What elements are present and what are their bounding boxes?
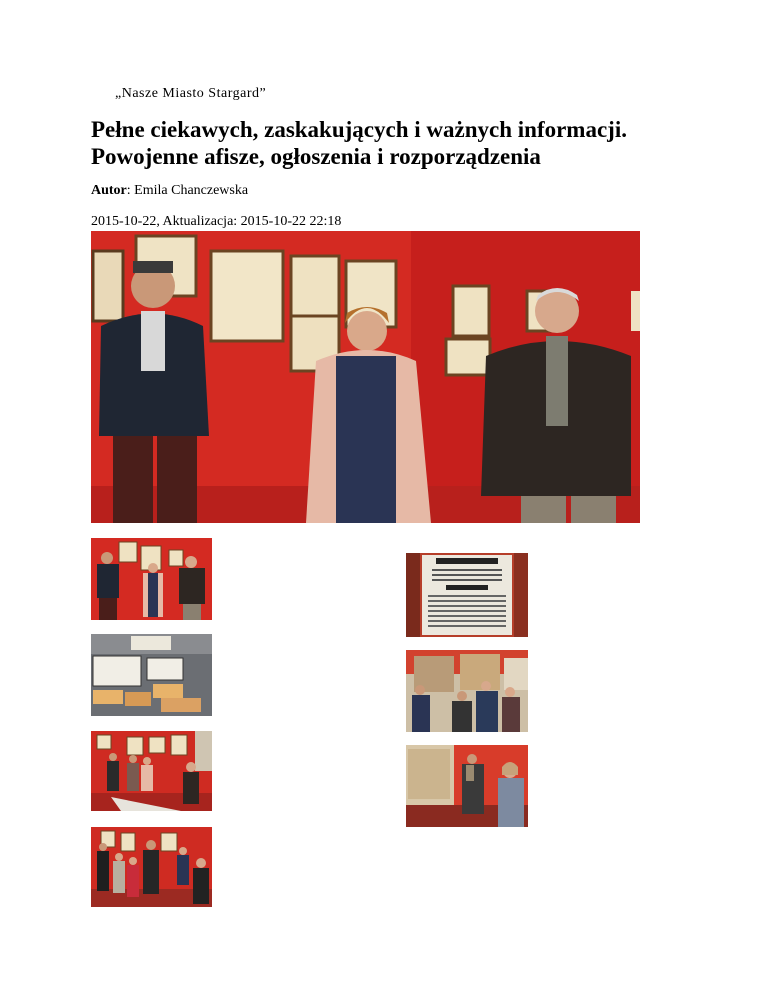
thumbnail-image: [91, 634, 212, 716]
author-label: Autor: [91, 183, 127, 198]
gallery-thumbnail[interactable]: [91, 538, 212, 620]
source-line: „Nasze Miasto Stargard”: [115, 86, 267, 101]
gallery-thumbnail[interactable]: [406, 553, 528, 637]
thumbnail-image: [406, 650, 528, 732]
date-line: 2015-10-22, Aktualizacja: 2015-10-22 22:18: [91, 214, 342, 229]
gallery-thumbnail[interactable]: [406, 650, 528, 732]
main-photo-image: [91, 231, 640, 523]
article-title: Pełne ciekawych, zaskakujących i ważnych informacji. Powojenne afisze, ogłoszenia i rozporządzenia: [91, 117, 627, 169]
thumbnail-image: [91, 538, 212, 620]
gallery-thumbnail[interactable]: [406, 745, 528, 827]
gallery-thumbnail[interactable]: [91, 634, 212, 716]
thumbnail-image: [406, 553, 528, 637]
thumbnail-image: [406, 745, 528, 827]
thumbnail-image: [91, 731, 212, 811]
gallery-thumbnail[interactable]: [91, 827, 212, 907]
author-line: [91, 183, 248, 199]
gallery-thumbnail[interactable]: [91, 731, 212, 811]
main-photo[interactable]: [91, 231, 640, 523]
thumbnail-image: [91, 827, 212, 907]
author-name: : Emila Chanczewska: [126, 183, 249, 198]
